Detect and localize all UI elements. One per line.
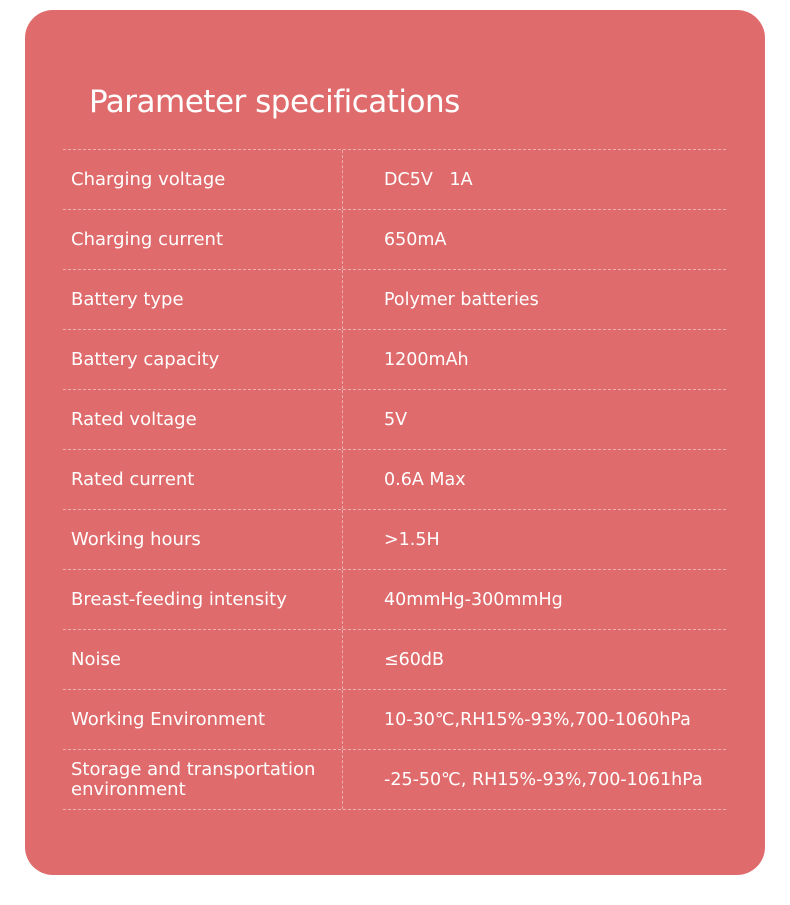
- spec-label: Working Environment: [63, 690, 343, 749]
- spec-value: ≤60dB: [384, 649, 445, 670]
- spec-value: 10-30℃,RH15%-93%,700-1060hPa: [384, 709, 691, 730]
- spec-value: 650mA: [384, 229, 447, 250]
- spec-row-battery-type: [63, 270, 726, 330]
- spec-value: DC5V 1A: [384, 169, 473, 190]
- spec-label: Charging voltage: [63, 150, 343, 209]
- spec-label: Rated voltage: [63, 390, 343, 449]
- spec-row-rated-voltage: [63, 390, 726, 450]
- spec-row-storage-environment: [63, 750, 726, 810]
- spec-card: [25, 10, 765, 875]
- spec-row-charging-voltage: [63, 150, 726, 210]
- spec-value: 0.6A Max: [384, 469, 466, 490]
- spec-row-battery-capacity: [63, 330, 726, 390]
- spec-row-noise: [63, 630, 726, 690]
- spec-table: [63, 149, 726, 810]
- spec-value: 40mmHg-300mmHg: [384, 589, 563, 610]
- spec-label: Battery type: [63, 270, 343, 329]
- spec-label: Rated current: [63, 450, 343, 509]
- spec-value: Polymer batteries: [384, 289, 539, 310]
- spec-label: Working hours: [63, 510, 343, 569]
- page-title: Parameter specifications: [89, 84, 460, 120]
- spec-label: Breast-feeding intensity: [63, 570, 343, 629]
- spec-value: >1.5H: [384, 529, 440, 550]
- spec-value: 1200mAh: [384, 349, 469, 370]
- spec-label: Storage and transportation environment: [63, 750, 343, 809]
- spec-row-rated-current: [63, 450, 726, 510]
- spec-label: Battery capacity: [63, 330, 343, 389]
- spec-row-working-hours: [63, 510, 726, 570]
- spec-row-breast-feeding-intensity: [63, 570, 726, 630]
- spec-row-working-environment: [63, 690, 726, 750]
- spec-label: Noise: [63, 630, 343, 689]
- spec-value: -25-50℃, RH15%-93%,700-1061hPa: [384, 769, 703, 790]
- spec-value: 5V: [384, 409, 408, 430]
- spec-label: Charging current: [63, 210, 343, 269]
- spec-row-charging-current: [63, 210, 726, 270]
